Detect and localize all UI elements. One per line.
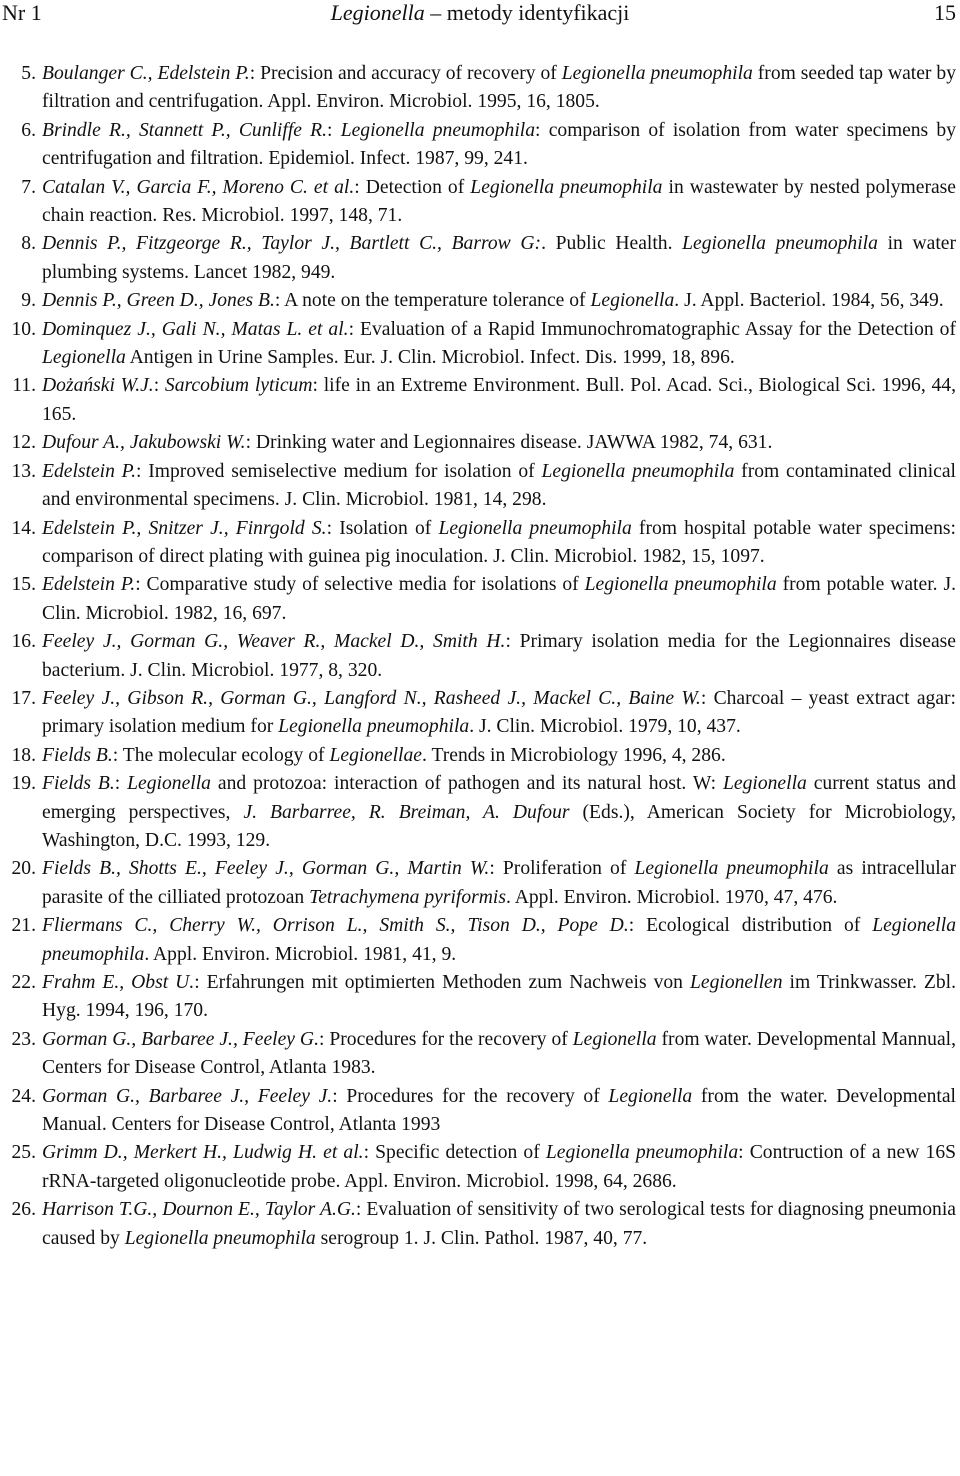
reference-text: . J. Clin. Microbiol. 1979, 10, 437. [469, 716, 741, 738]
reference-text: : Isolation of [326, 517, 439, 539]
reference-number: 24. [11, 1085, 36, 1107]
running-title [0, 0, 960, 26]
reference-italic-text: Frahm E., Obst U. [42, 972, 195, 993]
reference-text: . Appl. Environ. Microbiol. 1970, 47, 476. [505, 886, 838, 908]
reference-italic-text: Legionella pneumophila [541, 460, 735, 482]
reference-number: 12. [11, 432, 36, 454]
reference-italic-text: Edelstein P. [42, 574, 136, 596]
reference-text: (Eds.), American Society for Microbiology, Washington, D.C. 1993, 129. [42, 801, 956, 851]
reference-number: 14. [11, 517, 36, 539]
reference-text: : Procedures for the recovery of [318, 1028, 573, 1050]
reference-number: 5. [21, 63, 36, 84]
page-number: 15 [934, 0, 956, 25]
reference-text: : Erfahrungen mit optimierten Methoden zum Nachweis von [194, 972, 690, 993]
reference-text: : Procedures for the recovery of [332, 1085, 609, 1107]
running-title-italic: Legionella [330, 0, 425, 25]
reference-italic-text: Dożański W.J. [42, 375, 154, 397]
reference-item [0, 770, 956, 855]
reference-text: im Trinkwasser. Zbl. Hyg. 1994, 196, 170. [42, 972, 956, 1022]
reference-italic-text: Legionella [127, 773, 211, 795]
reference-item [0, 1139, 956, 1196]
reference-italic-text: Feeley J., Gibson R., Gorman G., Langford N., Rasheed J., Mackel C., Baine W. [42, 687, 701, 709]
reference-text: from the water. Developmental Manual. Centers for Disease Control, Atlanta 1993 [42, 1085, 956, 1136]
reference-italic-text: Legionella pneumophila [682, 233, 878, 255]
reference-text: : Ecological distribution of [628, 915, 873, 937]
reference-text: in wastewater by nested polymerase chain reaction. Res. Microbiol. 1997, 148, 71. [42, 176, 956, 227]
reference-number: 6. [21, 119, 36, 141]
running-header [0, 0, 960, 30]
reference-item [0, 969, 956, 1026]
reference-text: : Primary isolation media for the Legionnaires disease bacterium. J. Clin. Microbiol. 1977, 8, 320. [42, 631, 956, 681]
reference-number: 9. [21, 290, 36, 312]
reference-italic-text: Dufour A., Jakubowski W. [42, 432, 246, 454]
reference-text: : A note on the temperature tolerance of [274, 290, 591, 312]
reference-text: : The molecular ecology of [112, 744, 330, 766]
reference-italic-text: Gorman G., Barbaree J., Feeley G. [42, 1028, 319, 1050]
reference-italic-text: Sarcobium lyticum [164, 375, 313, 397]
reference-number: 11. [12, 375, 36, 397]
reference-item [0, 685, 956, 742]
reference-italic-text: Legionella pneumophila [438, 517, 632, 539]
reference-italic-text: Legionella [42, 347, 126, 369]
running-title-rest: – metody identyfikacji [424, 0, 630, 25]
reference-number: 21. [11, 915, 36, 937]
reference-italic-text: Legionella pneumophila [124, 1227, 316, 1249]
reference-italic-text: Fields B. [42, 773, 115, 795]
reference-text: from water. Developmental Mannual, Centers for Disease Control, Atlanta 1983. [42, 1028, 956, 1079]
reference-text: from seeded tap water by filtration and centrifugation. Appl. Environ. Microbiol. 1995, 16, 1805. [42, 63, 956, 113]
reference-italic-text: Legionella [590, 290, 675, 312]
reference-text: : Drinking water and Legionnaires disease. JAWWA 1982, 74, 631. [245, 432, 773, 454]
reference-italic-text: Legionella [608, 1085, 693, 1107]
reference-italic-text: J. Barbarree, R. Breiman, A. Dufour [243, 801, 570, 823]
reference-italic-text: Catalan V., Garcia F., Moreno C. et al. [42, 176, 355, 198]
reference-italic-text: Legionellae [329, 744, 422, 766]
reference-item [0, 571, 956, 628]
reference-text: : Improved semiselective medium for isolation of [136, 460, 542, 482]
reference-list [0, 60, 956, 1253]
reference-item [0, 287, 956, 315]
reference-text: : Evaluation of a Rapid Immunochromatographic Assay for the Detection of [348, 318, 957, 340]
reference-italic-text: Gorman G., Barbaree J., Feeley J. [42, 1085, 333, 1107]
reference-item [0, 174, 956, 231]
reference-item [0, 1196, 956, 1253]
reference-number: 26. [11, 1199, 36, 1221]
reference-text: from hospital potable water specimens: comparison of direct plating with guinea pig inoculation. J. Clin. Microbiol. 1982, 15, 1097. [42, 517, 956, 567]
reference-italic-text: Feeley J., Gorman G., Weaver R., Mackel D., Smith H. [42, 631, 506, 653]
reference-text: : Evaluation of sensitivity of two serological tests for diagnosing pneumonia caused by [42, 1199, 956, 1249]
reference-italic-text: Dennis P., Fitzgeorge R., Taylor J., Bartlett C., Barrow G: [42, 233, 542, 255]
reference-text: . J. Appl. Bacteriol. 1984, 56, 349. [674, 290, 944, 312]
reference-italic-text: Legionella pneumophila [545, 1142, 739, 1164]
reference-number: 20. [11, 858, 36, 880]
reference-number: 15. [11, 574, 36, 596]
reference-italic-text: Legionella pneumophila [634, 858, 829, 880]
reference-italic-text: Legionella [572, 1028, 657, 1050]
reference-text: : Precision and accuracy of recovery of [249, 63, 562, 84]
reference-text: : [114, 773, 128, 795]
reference-number: 7. [21, 176, 36, 198]
reference-italic-text: Fields B., Shotts E., Feeley J., Gorman G., Martin W. [42, 858, 490, 880]
reference-text: : Proliferation of [489, 858, 635, 880]
reference-number: 18. [11, 744, 36, 766]
reference-italic-text: Legionella pneumophila [340, 119, 536, 141]
reference-item [0, 429, 956, 457]
reference-item [0, 458, 956, 515]
reference-item [0, 742, 956, 770]
reference-italic-text: Legionella pneumophila [42, 915, 956, 965]
reference-text: serogroup 1. J. Clin. Pathol. 1987, 40, 77. [315, 1227, 648, 1249]
reference-item [0, 855, 956, 912]
reference-item [0, 628, 956, 685]
reference-italic-text: Boulanger C., Edelstein P. [42, 63, 250, 84]
reference-item [0, 515, 956, 572]
reference-item [0, 230, 956, 287]
reference-number: 23. [11, 1028, 36, 1050]
reference-italic-text: Fliermans C., Cherry W., Orrison L., Smith S., Tison D., Pope D. [42, 915, 629, 937]
reference-text: : Comparative study of selective media for isolations of [135, 574, 585, 596]
reference-italic-text: Legionella pneumophila [278, 716, 470, 738]
reference-italic-text: Edelstein P., Snitzer J., Finrgold S. [42, 517, 327, 539]
reference-text: current status and emerging perspectives, [42, 773, 956, 823]
reference-number: 17. [11, 687, 36, 709]
reference-item [0, 1083, 956, 1140]
reference-text: from potable water. J. Clin. Microbiol. 1982, 16, 697. [42, 574, 956, 624]
reference-italic-text: Legionella [723, 773, 807, 795]
reference-text: : [153, 375, 165, 397]
reference-text: from contaminated clinical and environmental specimens. J. Clin. Microbiol. 1981, 14, 298. [42, 460, 957, 511]
reference-text: : Detection of [354, 176, 471, 198]
reference-italic-text: Dennis P., Green D., Jones B. [42, 290, 275, 312]
reference-italic-text: Harrison T.G., Dournon E., Taylor A.G. [42, 1199, 356, 1221]
reference-number: 8. [21, 233, 36, 255]
reference-italic-text: Fields B. [42, 744, 113, 766]
reference-italic-text: Legionellen [690, 972, 783, 993]
reference-text: . Public Health. [541, 233, 683, 255]
reference-text: . Trends in Microbiology 1996, 4, 286. [422, 744, 726, 766]
reference-italic-text: Legionella pneumophila [470, 176, 663, 198]
reference-number: 16. [11, 631, 36, 653]
reference-italic-text: Grimm D., Merkert H., Ludwig H. et al. [42, 1142, 364, 1164]
reference-text: and protozoa: interaction of pathogen and its natural host. W: [210, 773, 723, 795]
reference-text: : Specific detection of [363, 1142, 546, 1164]
reference-item [0, 1026, 956, 1083]
reference-item [0, 316, 956, 373]
reference-number: 22. [11, 972, 36, 993]
journal-issue-number: Nr 1 [2, 0, 42, 25]
reference-text: in water plumbing systems. Lancet 1982, 949. [42, 233, 956, 283]
reference-number: 25. [11, 1142, 36, 1164]
reference-text: : Charcoal – yeast extract agar: primary isolation medium for [42, 687, 957, 738]
reference-text: : [327, 119, 341, 141]
reference-item [0, 372, 956, 429]
reference-italic-text: Legionella pneumophila [584, 574, 777, 596]
reference-italic-text: Brindle R., Stannett P., Cunliffe R. [42, 119, 328, 141]
reference-text: : comparison of isolation from water specimens by centrifugation and filtration. Epidemiol. Infect. 1987, 99, 241. [42, 119, 956, 170]
reference-item [0, 60, 956, 117]
reference-text: as intracellular parasite of the cilliated protozoan [42, 858, 956, 908]
reference-text: : life in an Extreme Environment. Bull. Pol. Acad. Sci., Biological Sci. 1996, 44, 165. [42, 375, 956, 425]
reference-italic-text: Edelstein P. [42, 460, 137, 482]
reference-number: 13. [11, 460, 36, 482]
reference-number: 10. [11, 318, 36, 340]
reference-italic-text: Legionella pneumophila [561, 63, 753, 84]
reference-number: 19. [11, 773, 36, 795]
reference-item [0, 912, 956, 969]
reference-text: Antigen in Urine Samples. Eur. J. Clin. Microbiol. Infect. Dis. 1999, 18, 896. [125, 347, 735, 369]
reference-text: . Appl. Environ. Microbiol. 1981, 41, 9. [144, 943, 457, 965]
reference-item [0, 117, 956, 174]
reference-italic-text: Tetrachymena pyriformis [309, 886, 506, 908]
reference-italic-text: Dominquez J., Gali N., Matas L. et al. [42, 318, 349, 340]
reference-text: : Contruction of a new 16S rRNA-targeted oligonucleotide probe. Appl. Environ. Microbiol. 1998, 64, 2686. [42, 1142, 957, 1192]
